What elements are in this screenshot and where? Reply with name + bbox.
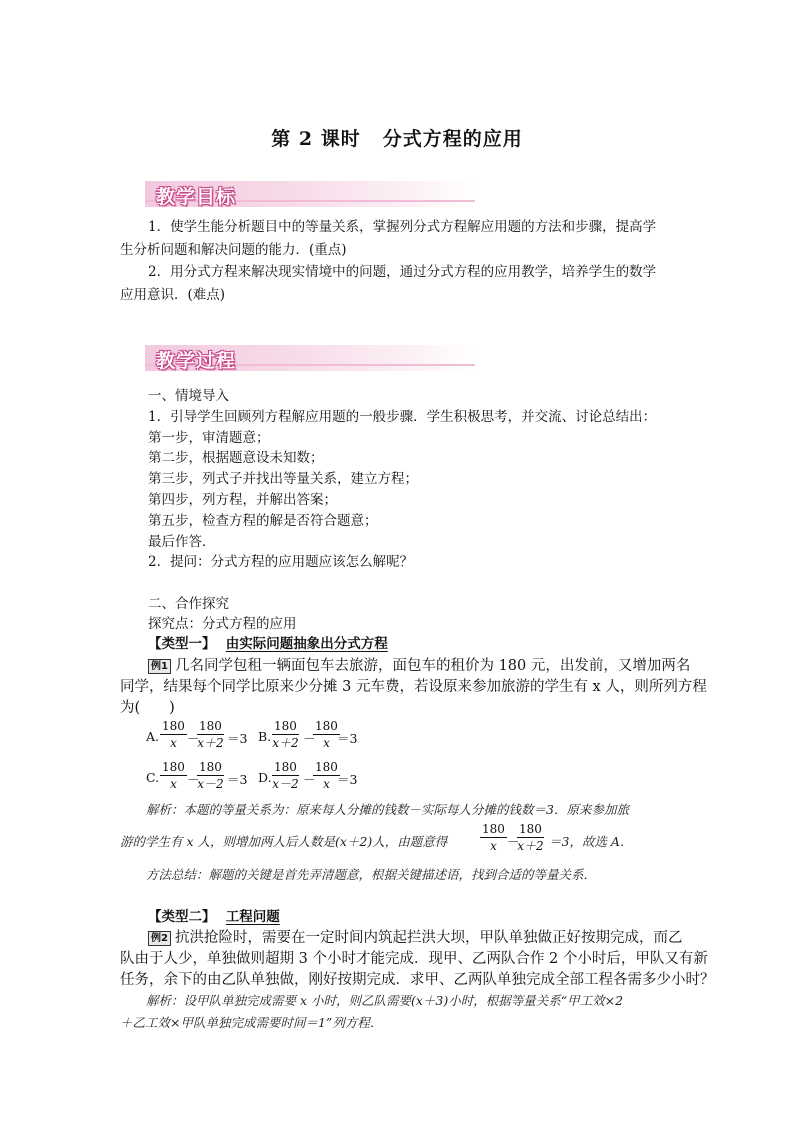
example-1-line-2: 同学，结果每个同学比原来少分摊 3 元车费，若设原来参加旅游的学生有 x 人，则所列方程 (120, 679, 707, 695)
option-c-frac-1: $\frac{180}{x}$ (162, 760, 185, 791)
option-d-frac-1: $\frac{180}{x-2}$ (272, 760, 299, 791)
option-c-label: C. (146, 770, 160, 785)
option-b-frac-1: $\frac{180}{x+2}$ (272, 719, 299, 750)
option-a-label: A. (146, 729, 160, 744)
option-b-frac-2: $\frac{180}{x}$ (315, 719, 338, 750)
solution-2-line-1: 解析：设甲队单独完成需要 x 小时，则乙队需要(x＋3)小时，根据等量关系“甲工效×2 (146, 993, 624, 1008)
example-2-line-1 (148, 926, 682, 947)
type-2-label: 【类型二】 (148, 909, 216, 925)
solution-1-frac-1: $\frac{180}{x}$ (482, 822, 505, 853)
solution-2-line-2: ＋乙工效×甲队单独完成需要时间＝1”列方程． (120, 1015, 383, 1030)
heading-explore: 二、合作探究 (148, 596, 229, 612)
solution-1-frac-2: $\frac{180}{x+2}$ (517, 822, 544, 853)
type-1-label: 【类型一】 (148, 636, 216, 652)
option-b-minus: － (303, 731, 316, 746)
page-title (0, 124, 794, 151)
goal-1-line-1: 1．使学生能分析题目中的等量关系，掌握列分式方程解应用题的方法和步骤，提高学 (148, 219, 657, 235)
lesson-title: 分式方程的应用 (382, 128, 523, 150)
solution-1-line-2a: 游的学生有 x 人，则增加两人后人数是(x＋2)人，由题意得 (120, 834, 448, 849)
section-banner-process (145, 345, 475, 371)
type-1-heading (148, 632, 388, 652)
example-2-text-1: 抗洪抢险时，需要在一定时间内筑起拦洪大坝，甲队单独做正好按期完成，而乙 (174, 930, 683, 946)
option-c-frac-2: $\frac{180}{x-2}$ (197, 760, 224, 791)
step-1: 第一步，审清题意； (148, 430, 270, 446)
option-d-frac-2: $\frac{180}{x}$ (315, 760, 338, 791)
option-c-rhs: ＝3 (227, 772, 248, 787)
option-a-frac-2: $\frac{180}{x+2}$ (197, 719, 224, 750)
option-a-minus: － (187, 731, 200, 746)
solution-1-line-1: 解析：本题的等量关系为：原来每人分摊的钱数－实际每人分摊的钱数＝3．原来参加旅 (146, 802, 629, 817)
option-b-label: B. (258, 729, 272, 744)
step-5: 第五步，检查方程的解是否符合题意； (148, 513, 378, 529)
example-2-badge: 例2 (148, 931, 171, 946)
example-1-text-1: 几名同学包租一辆面包车去旅游，面包车的租价为 180 元，出发前，又增加两名 (174, 658, 691, 674)
section-banner-process-text: 教学过程 (156, 350, 237, 372)
example-1-line-1 (148, 654, 690, 675)
step-final: 最后作答． (148, 534, 216, 550)
option-c-minus: － (187, 772, 200, 787)
step-4: 第四步，列方程，并解出答案； (148, 492, 337, 508)
goal-2-line-2: 应用意识．(难点) (120, 287, 226, 303)
option-d-minus: － (303, 772, 316, 787)
type-2-heading (148, 905, 280, 925)
option-a-frac-1: $\frac{180}{x}$ (162, 719, 185, 750)
solution-1-minus: － (507, 834, 520, 849)
lesson-number: 第 2 课时 (271, 128, 361, 150)
option-a-rhs: ＝3 (227, 731, 248, 746)
option-d-label: D. (258, 770, 272, 785)
step-2: 第二步，根据题意设未知数； (148, 450, 324, 466)
explore-point: 探究点：分式方程的应用 (148, 616, 297, 632)
example-1-line-3: 为( ) (120, 700, 175, 716)
goal-1-line-2: 生分析问题和解决问题的能力．(重点) (120, 242, 347, 258)
option-b-rhs: ＝3 (337, 731, 358, 746)
intro-2: 2．提问：分式方程的应用题应该怎么解呢？ (148, 554, 414, 570)
type-1-title: 由实际问题抽象出分式方程 (225, 636, 388, 652)
option-d-rhs: ＝3 (337, 772, 358, 787)
type-2-title: 工程问题 (225, 909, 280, 925)
example-2-line-2: 队由于人少，单独做则超期 3 个小时才能完成．现甲、乙两队合作 2 个小时后，甲队又有新 (120, 951, 708, 967)
section-banner-goals (145, 181, 475, 207)
intro-1: 1．引导学生回顾列方程解应用题的一般步骤．学生积极思考，并交流、讨论总结出： (148, 409, 657, 425)
solution-1-line-2b: ＝3，故选 A． (549, 834, 633, 849)
step-3: 第三步，列式子并找出等量关系，建立方程； (148, 471, 418, 487)
example-2-line-3: 任务，余下的由乙队单独做，刚好按期完成．求甲、乙两队单独完成全部工程各需多少小时？ (120, 972, 715, 988)
goal-2-line-1: 2．用分式方程来解决现实情境中的问题，通过分式方程的应用教学，培养学生的数学 (148, 264, 657, 280)
heading-situation: 一、情境导入 (148, 388, 229, 404)
example-1-badge: 例1 (148, 659, 171, 674)
section-banner-goals-text: 教学目标 (156, 186, 237, 208)
method-summary: 方法总结：解题的关键是首先弄清题意，根据关键描述语，找到合适的等量关系． (146, 867, 597, 882)
